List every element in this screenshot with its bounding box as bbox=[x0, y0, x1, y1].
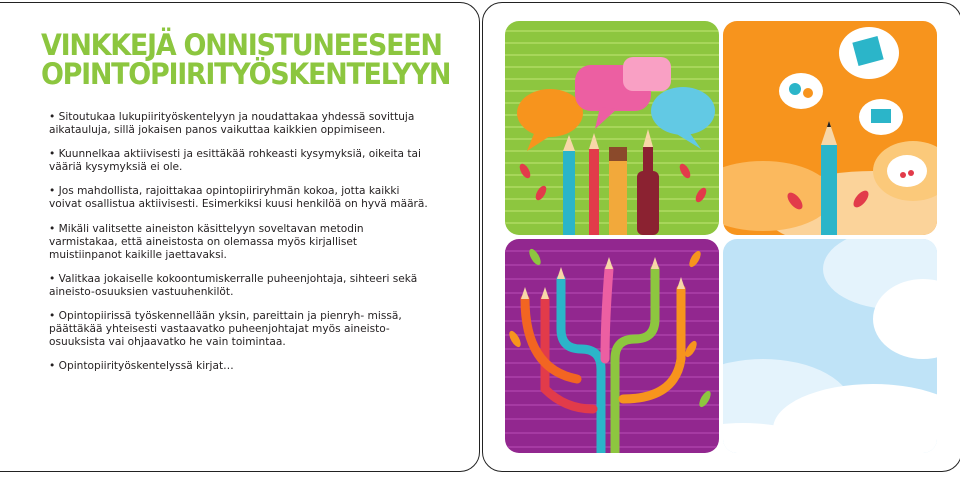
title-line-1: VINKKEJÄ ONNISTUNEESEEN bbox=[41, 28, 442, 63]
illustration-pencil-thought-bubbles bbox=[723, 21, 937, 235]
tip-item: • Opintopiirityöskentelyssä kirjat… bbox=[49, 360, 429, 373]
right-page bbox=[482, 2, 960, 472]
pencil-thought-bubbles-image bbox=[723, 21, 937, 235]
title-line-2: OPINTOPIIRITYÖSKENTELYYN bbox=[41, 58, 451, 92]
page-title bbox=[41, 28, 451, 92]
illustration-pencil-tree bbox=[505, 239, 719, 453]
clouds-image bbox=[723, 239, 937, 453]
left-page bbox=[0, 2, 480, 472]
speech-bubbles-pencils-image bbox=[505, 21, 719, 235]
illustration-clouds bbox=[723, 239, 937, 453]
tip-item: • Valitkaa jokaiselle kokoontumiskerralle puheenjohtaja, sihteeri sekä aineisto-osuuksien vastuuhenkilöt. bbox=[49, 273, 429, 299]
tip-item: • Sitoutukaa lukupiirityöskentelyyn ja noudattakaa yhdessä sovittuja aikatauluja, sillä jokaisen panos vaikuttaa kaikkien oppimiseen. bbox=[49, 111, 429, 137]
tip-item: • Mikäli valitsette aineiston käsittelyyn soveltavan metodin varmistakaa, että aineistosta on olemassa myös kirjalliset muistiinpanot kaikille jaettavaksi. bbox=[49, 223, 429, 262]
tips-list bbox=[49, 111, 429, 384]
illustration-speech-bubbles-pencils bbox=[505, 21, 719, 235]
tip-item: • Opintopiirissä työskennellään yksin, pareittain ja pienryh- missä, päättäkää yhteisesti vastaavatko puheenjohtajat myös aineisto-osuuksista vai ohjaavatko he vain toimintaa. bbox=[49, 310, 429, 349]
pencil-tree-image bbox=[505, 239, 719, 453]
tip-item: • Kuunnelkaa aktiivisesti ja esittäkää rohkeasti kysymyksiä, oikeita tai vääriä kysymyksiä ei ole. bbox=[49, 148, 429, 174]
tip-item: • Jos mahdollista, rajoittakaa opintopiiriryhmän kokoa, jotta kaikki voivat osallistua aktiivisesti. Esimerkiksi kuusi henkilöä on hyvä määrä. bbox=[49, 185, 429, 211]
